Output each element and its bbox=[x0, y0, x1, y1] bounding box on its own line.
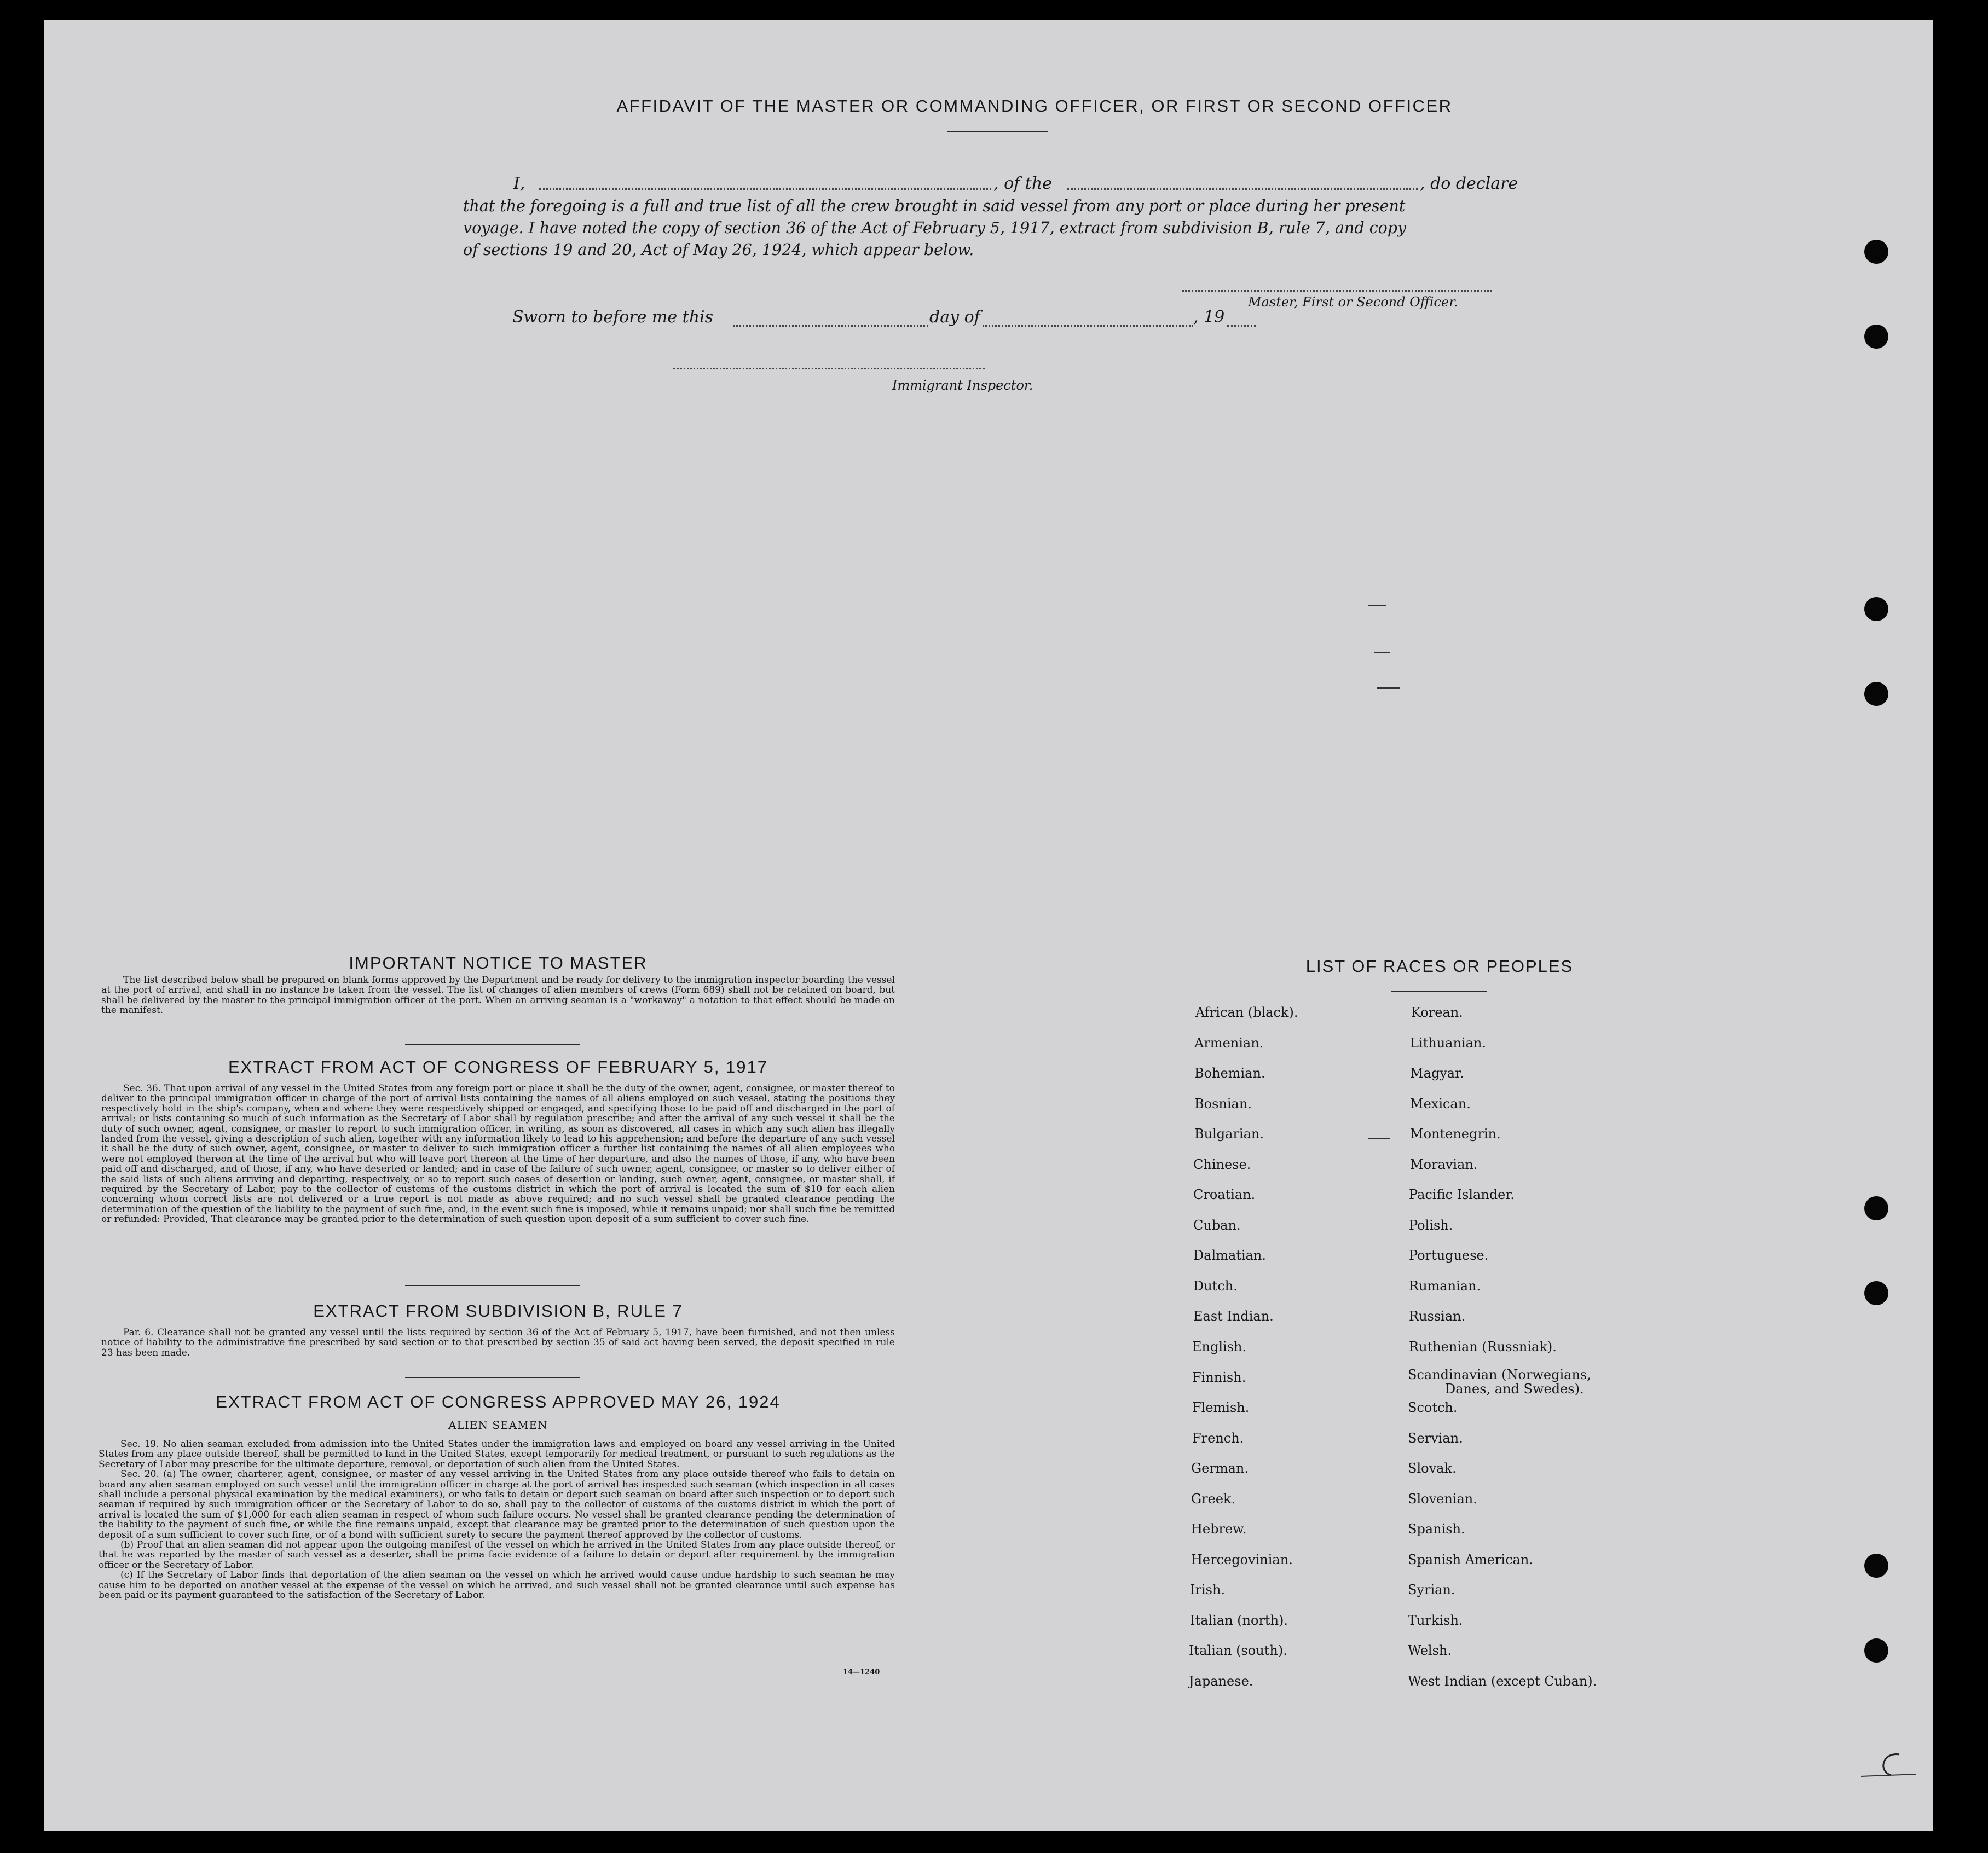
of-the-label: , of the bbox=[993, 174, 1052, 193]
sworn-month-field[interactable] bbox=[983, 325, 1193, 327]
affidavit-title: AFFIDAVIT OF THE MASTER OR COMMANDING OFFICER, OR FIRST OR SECOND OFFICER bbox=[616, 96, 1453, 115]
sec-19-paragraph: Sec. 19. No alien seaman excluded from admission into the United States under the immigration laws and employed on board any vessel arriving in the United States from any place outside thereof, shall be permitted to land in the United States, except temporarily for medical treatment, or pursuant to such regulations as the Secretary of Labor may prescribe for the ultimate departure, removal, or deportation of such alien from the United States. bbox=[99, 1439, 895, 1470]
race-item-right: Turkish. bbox=[1408, 1613, 1463, 1628]
binder-hole bbox=[1864, 597, 1888, 621]
extract-rule7-text bbox=[101, 1328, 895, 1358]
races-title-underline bbox=[1391, 991, 1487, 992]
race-item-right: Spanish. bbox=[1408, 1521, 1465, 1537]
race-item-right: Portuguese. bbox=[1409, 1248, 1489, 1263]
race-item-right: Ruthenian (Russniak). bbox=[1409, 1339, 1557, 1354]
sworn-year-field[interactable] bbox=[1227, 325, 1256, 327]
race-item-left: Finnish. bbox=[1192, 1370, 1246, 1385]
par-6-paragraph: Par. 6. Clearance shall not be granted any vessel until the lists required by section 36 of the Act of February 5, 1917, have been furnished, and not then unless notice of liability to the administrative fine prescribed by said section or to that prescribed by section 35 of said act having been served, the deposit specified in rule 23 has been made. bbox=[101, 1327, 895, 1358]
extract-1917-text bbox=[101, 1084, 895, 1225]
declarant-i-label: I, bbox=[513, 174, 525, 193]
race-item-right: Scandinavian (Norwegians, bbox=[1408, 1367, 1591, 1382]
race-item-left: Hercegovinian. bbox=[1191, 1552, 1293, 1567]
inspector-caption: Immigrant Inspector. bbox=[892, 378, 1033, 393]
sec-36-paragraph: Sec. 36. That upon arrival of any vessel in the United States from any foreign port or place it shall be the duty of the owner, agent, consignee, or master thereof to deliver to the principal immigration officer in charge of the port of arrival lists containing the names of all aliens employed on such vessel, stating the positions they respectively hold in the ship's company, when and where they were respectively shipped or engaged, and specifying those to be paid off and discharged in the port of arrival; or lists containing so much of such information as the Secretary of Labor shall by regulation prescribe; and after the arrival of any such vessel it shall be the duty of such owner, agent, consignee, or master to report to such immigration officer, in writing, as soon as discovered, all cases in which any such alien has illegally landed from the vessel, giving a description of such alien, together with any information likely to lead to his apprehension; and before the departure of any such vessel it shall be the duty of such owner, agent, consignee, or master to deliver to such immigration officer a further list containing the names of all alien employees who were not employed thereon at the time of the arrival but who will leave port thereon at the time of her departure, and also the names of those, if any, who have been paid off and discharged, and of those, if any, who have deserted or landed; and in case of the failure of such owner, agent, consignee, or master so to deliver either of the said lists of such aliens arriving and departing, respectively, or so to report such cases of desertion or landing, such owner, agent, consignee, or master shall, if required by the Secretary of Labor, pay to the collector of customs of the customs district in which the port of arrival is located the sum of $10 for each alien concerning whom correct lists are not delivered or a true report is not made as above required; and no such vessel shall be granted clearance pending the determination of the question of the liability to the payment of such fine, and, in the event such fine is imposed, while it remains unpaid; nor shall such fine be remitted or refunded: Provided, That clearance may be granted prior to the determination of such question upon deposit of a sum sufficient to cover such fine. bbox=[101, 1083, 895, 1225]
master-signature-caption: Master, First or Second Officer. bbox=[1248, 294, 1458, 310]
corner-scribble bbox=[1861, 1738, 1921, 1804]
notice-title: IMPORTANT NOTICE TO MASTER bbox=[349, 953, 648, 972]
race-item-right: Magyar. bbox=[1410, 1066, 1464, 1081]
race-item-right: Spanish American. bbox=[1408, 1552, 1533, 1567]
binder-hole bbox=[1864, 1638, 1888, 1663]
stray-mark bbox=[1374, 652, 1390, 653]
rule7-divider bbox=[405, 1377, 580, 1378]
race-item-right: Lithuanian. bbox=[1410, 1035, 1487, 1051]
binder-hole bbox=[1864, 1281, 1888, 1305]
race-item-right: Moravian. bbox=[1410, 1157, 1478, 1172]
race-item-right: Rumanian. bbox=[1409, 1278, 1481, 1294]
notice-divider bbox=[405, 1044, 580, 1045]
race-item-left: French. bbox=[1192, 1431, 1244, 1446]
stray-mark bbox=[1368, 1138, 1390, 1139]
sworn-label: Sworn to before me this bbox=[512, 308, 714, 327]
binder-hole bbox=[1864, 1196, 1888, 1220]
extract-1917-title: EXTRACT FROM ACT OF CONGRESS OF FEBRUARY 5, 1917 bbox=[228, 1057, 768, 1076]
race-item-left: Hebrew. bbox=[1191, 1521, 1247, 1537]
extract-1924-title: EXTRACT FROM ACT OF CONGRESS APPROVED MAY 26, 1924 bbox=[216, 1392, 781, 1411]
race-item-right: Korean. bbox=[1411, 1005, 1463, 1020]
affidavit-body-line-3: of sections 19 and 20, Act of May 26, 1924, which appear below. bbox=[463, 241, 974, 259]
race-item-left: English. bbox=[1192, 1339, 1247, 1354]
declarant-name-field[interactable] bbox=[539, 188, 991, 190]
sec-20a-paragraph: Sec. 20. (a) The owner, charterer, agent, consignee, or master of any vessel arriving in the United States from any place outside thereof who fails to detain on board any alien seaman employed on such vessel until the immigration officer in charge at the port of arrival has inspected such seaman (which inspection in all cases shall include a personal physical examination by the medical examiners), or who fails to detain or deport such seaman on board after such inspection or to deport such seaman if required by such immigration officer or the Secretary of Labor to do so, shall pay to the collector of customs of the customs district in which the port of arrival is located the sum of $1,000 for each alien seaman in respect of whom such failure occurs. No vessel shall be granted clearance pending the determination of the liability to the payment of such fine, or while the fine remains unpaid, except that clearance may be granted prior to the determination of such question upon the deposit of a sum sufficient to cover such fine, or of a bond with sufficient surety to secure the payment thereof approved by the collector of customs. bbox=[99, 1469, 895, 1541]
notice-paragraph: The list described below shall be prepared on blank forms approved by the Department and be ready for delivery to the immigration inspector boarding the vessel at the port of arrival, and shall in no instance be taken from the vessel. The list of changes of alien members of crews (Form 689) shall not be retained on board, but shall be delivered by the master to the principal immigration officer at the port. When an arriving seaman is a "workaway" a notation to that effect should be made on the manifest. bbox=[101, 975, 895, 1016]
race-item-right: Russian. bbox=[1409, 1308, 1466, 1324]
extract-1917-divider bbox=[405, 1285, 580, 1286]
race-item-left: Italian (south). bbox=[1189, 1643, 1287, 1658]
race-item-right: Mexican. bbox=[1410, 1096, 1471, 1111]
affidavit-body-line-2: voyage. I have noted the copy of section 36 of the Act of February 5, 1917, extract from subdivision B, rule 7, and copy bbox=[463, 219, 1407, 237]
race-item-left: Dutch. bbox=[1193, 1278, 1238, 1294]
race-item-left: Armenian. bbox=[1194, 1035, 1264, 1051]
alien-seamen-subtitle: ALIEN SEAMEN bbox=[448, 1418, 548, 1432]
race-item-left: Croatian. bbox=[1193, 1187, 1256, 1202]
race-item-right: West Indian (except Cuban). bbox=[1408, 1674, 1597, 1689]
race-item-left: Bohemian. bbox=[1194, 1066, 1265, 1081]
affidavit-body-line-1: that the foregoing is a full and true list of all the crew brought in said vessel from any port or place during her present bbox=[463, 197, 1406, 215]
race-item-left: Cuban. bbox=[1193, 1218, 1241, 1233]
sec-20b-paragraph: (b) Proof that an alien seaman did not appear upon the outgoing manifest of the vessel on which he arrived in the United States from any place outside thereof, or that he was reported by the master of such vessel as a deserter, shall be prima facie evidence of a failure to detain or deport after requirement by the immigration officer or the Secretary of Labor. bbox=[99, 1539, 895, 1571]
extract-rule7-title: EXTRACT FROM SUBDIVISION B, RULE 7 bbox=[313, 1301, 683, 1321]
race-item-left: Italian (north). bbox=[1190, 1613, 1288, 1628]
race-item-right: Slovak. bbox=[1408, 1461, 1457, 1476]
stray-mark bbox=[1368, 605, 1386, 606]
stray-mark bbox=[1325, 1781, 1872, 1782]
sworn-day-field[interactable] bbox=[733, 325, 928, 327]
master-signature-line[interactable] bbox=[1182, 290, 1492, 292]
race-item-right: Scotch. bbox=[1408, 1400, 1458, 1415]
race-item-left: Bosnian. bbox=[1194, 1096, 1252, 1111]
race-item-right: Montenegrin. bbox=[1410, 1126, 1501, 1142]
year-label: , 19 bbox=[1193, 308, 1225, 327]
binder-hole bbox=[1864, 682, 1888, 706]
binder-hole bbox=[1864, 240, 1888, 264]
stray-mark bbox=[1377, 687, 1400, 689]
notice-text bbox=[101, 975, 895, 1016]
binder-hole bbox=[1864, 325, 1888, 349]
races-title: LIST OF RACES OR PEOPLES bbox=[1305, 957, 1574, 976]
race-item-left: German. bbox=[1191, 1461, 1249, 1476]
vessel-name-field[interactable] bbox=[1067, 188, 1418, 190]
race-item-right: Syrian. bbox=[1408, 1582, 1455, 1597]
form-number: 14—1240 bbox=[843, 1668, 880, 1676]
inspector-signature-line[interactable] bbox=[673, 368, 985, 369]
race-item-left: African (black). bbox=[1195, 1005, 1298, 1020]
race-item-right: Servian. bbox=[1408, 1431, 1463, 1446]
title-underline bbox=[947, 131, 1048, 132]
sec-20c-paragraph: (c) If the Secretary of Labor finds that deportation of the alien seaman on the vessel on which he arrived would cause undue hardship to such seaman he may cause him to be deported on another vessel at the expense of the vessel on which he arrived, and such vessel shall not be granted clearance until such expense has been paid or its payment guaranteed to the satisfaction of the Secretary of Labor. bbox=[99, 1570, 895, 1601]
race-item-right: Slovenian. bbox=[1408, 1491, 1477, 1507]
race-item-left: Bulgarian. bbox=[1194, 1126, 1264, 1142]
race-item-left: Irish. bbox=[1190, 1582, 1226, 1597]
document-page bbox=[44, 20, 1933, 1831]
race-item-left: Greek. bbox=[1191, 1491, 1236, 1507]
race-item-left: Chinese. bbox=[1193, 1157, 1251, 1172]
extract-1924-text bbox=[99, 1439, 895, 1601]
do-declare-label: , do declare bbox=[1420, 174, 1518, 193]
race-item-left: Dalmatian. bbox=[1193, 1248, 1267, 1263]
race-item-left: Japanese. bbox=[1189, 1674, 1253, 1689]
race-item-right: Polish. bbox=[1409, 1218, 1453, 1233]
race-item-right: Pacific Islander. bbox=[1409, 1187, 1515, 1202]
race-item-right: Welsh. bbox=[1408, 1643, 1452, 1658]
race-item-left: Flemish. bbox=[1192, 1400, 1250, 1415]
race-item-right-continued: Danes, and Swedes). bbox=[1445, 1381, 1584, 1397]
race-item-left: East Indian. bbox=[1193, 1308, 1274, 1324]
binder-hole bbox=[1864, 1554, 1888, 1578]
day-of-label: day of bbox=[929, 308, 980, 327]
